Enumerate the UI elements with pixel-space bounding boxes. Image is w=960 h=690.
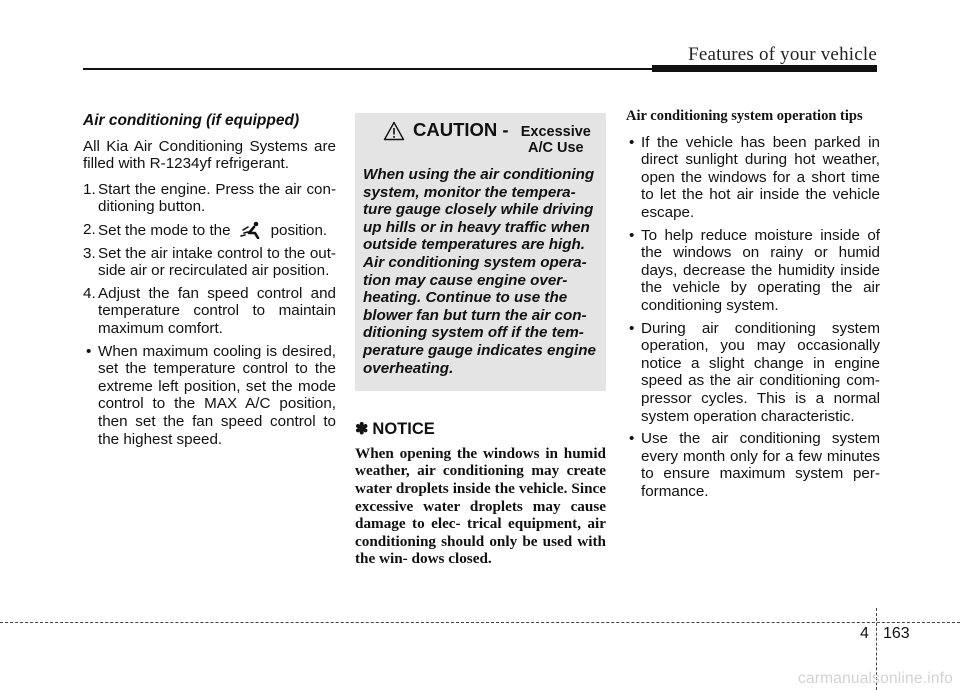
bullet: • bbox=[629, 319, 635, 337]
page-header-title: Features of your vehicle bbox=[688, 44, 877, 65]
tips-list bbox=[626, 134, 880, 501]
list-item bbox=[83, 221, 336, 240]
list-item bbox=[83, 245, 336, 280]
step-text: When maximum cooling is desired, set the temperature control to the extreme left position, set the mode control to the MAX A/C position, then set the fan speed control to the highest speed. bbox=[98, 342, 336, 448]
floor-mode-icon bbox=[239, 221, 265, 239]
notice-text: When opening the windows in humid weather, air conditioning may create water droplets inside the vehicle. Since excessive water droplets may cause damage to elec- trical equipment, air conditioning should only be used with the win- dows closed. bbox=[355, 444, 606, 568]
caution-subtitle: Excessive A/C Use bbox=[520, 124, 591, 156]
warning-triangle-icon bbox=[383, 121, 405, 141]
caution-heading bbox=[363, 121, 598, 156]
list-item bbox=[626, 320, 880, 426]
tips-title: Air conditioning system operation tips bbox=[626, 108, 863, 124]
header-rule-accent bbox=[652, 65, 877, 72]
bullet: • bbox=[629, 133, 635, 151]
step-number: 1. bbox=[83, 180, 96, 198]
step-number: 2. bbox=[83, 220, 96, 238]
step-number: 4. bbox=[83, 284, 96, 302]
caution-text: When using the air conditioning system, monitor the tempera- ture gauge closely while driving up hills or in heavy traffic when outside temperatures are high. Air conditioning system opera- tion may cause engine over- heating. Continue to use the blower fan but turn the air con- ditioning system off if the tem- perature gauge indicates engine overheating. bbox=[363, 166, 596, 377]
caution-box bbox=[355, 113, 606, 391]
section-title: Air conditioning (if equipped) bbox=[83, 112, 300, 129]
bullet: • bbox=[86, 342, 92, 360]
step-text-after: position. bbox=[270, 221, 328, 239]
list-item bbox=[626, 134, 880, 222]
notice-heading bbox=[355, 421, 606, 439]
notice-title: NOTICE bbox=[372, 420, 435, 439]
list-item bbox=[83, 181, 336, 216]
caution-label: CAUTION - bbox=[413, 119, 509, 140]
tip-text: To help reduce moisture inside of the windows on rainy or humid days, decrease the humidity inside the vehicle by operating the air conditioning system. bbox=[641, 226, 880, 314]
column-left bbox=[83, 108, 336, 453]
step-number: 3. bbox=[83, 244, 96, 262]
column-right bbox=[626, 108, 880, 505]
tip-text: Use the air conditioning system every month only for a few minutes to ensure maximum system per- formance. bbox=[641, 430, 880, 500]
tip-text: If the vehicle has been parked in direct sunlight during hot weather, open the windows for a short time to let the hot air inside the vehicle escape. bbox=[641, 133, 880, 221]
page-number: 163 bbox=[883, 625, 910, 642]
bullet: • bbox=[629, 226, 635, 244]
step-text: Adjust the fan speed control and temperature control to maintain maximum comfort. bbox=[98, 284, 336, 337]
steps-list bbox=[83, 181, 336, 448]
step-text: Start the engine. Press the air con- ditioning button. bbox=[98, 180, 336, 216]
list-item bbox=[626, 227, 880, 315]
intro-paragraph: All Kia Air Conditioning Systems are filled with R-1234yf refrigerant. bbox=[83, 137, 336, 173]
list-item bbox=[83, 285, 336, 338]
watermark: carmanualsonline.info bbox=[798, 670, 953, 687]
notice-star-icon: ✽ bbox=[355, 421, 369, 439]
list-item bbox=[83, 343, 336, 449]
step-text: Set the air intake control to the out- side air or recirculated air position. bbox=[98, 244, 336, 280]
tip-text: During air conditioning system operation, you may occasionally notice a slight change in engine speed as the air conditioning com- pressor cycles. This is a normal system operation characteristic. bbox=[641, 319, 880, 425]
footer-rule bbox=[0, 622, 960, 623]
column-middle bbox=[355, 108, 606, 568]
list-item bbox=[626, 430, 880, 500]
step-text: Set the mode to the bbox=[98, 221, 231, 239]
bullet: • bbox=[629, 430, 635, 448]
chapter-number: 4 bbox=[860, 625, 869, 642]
